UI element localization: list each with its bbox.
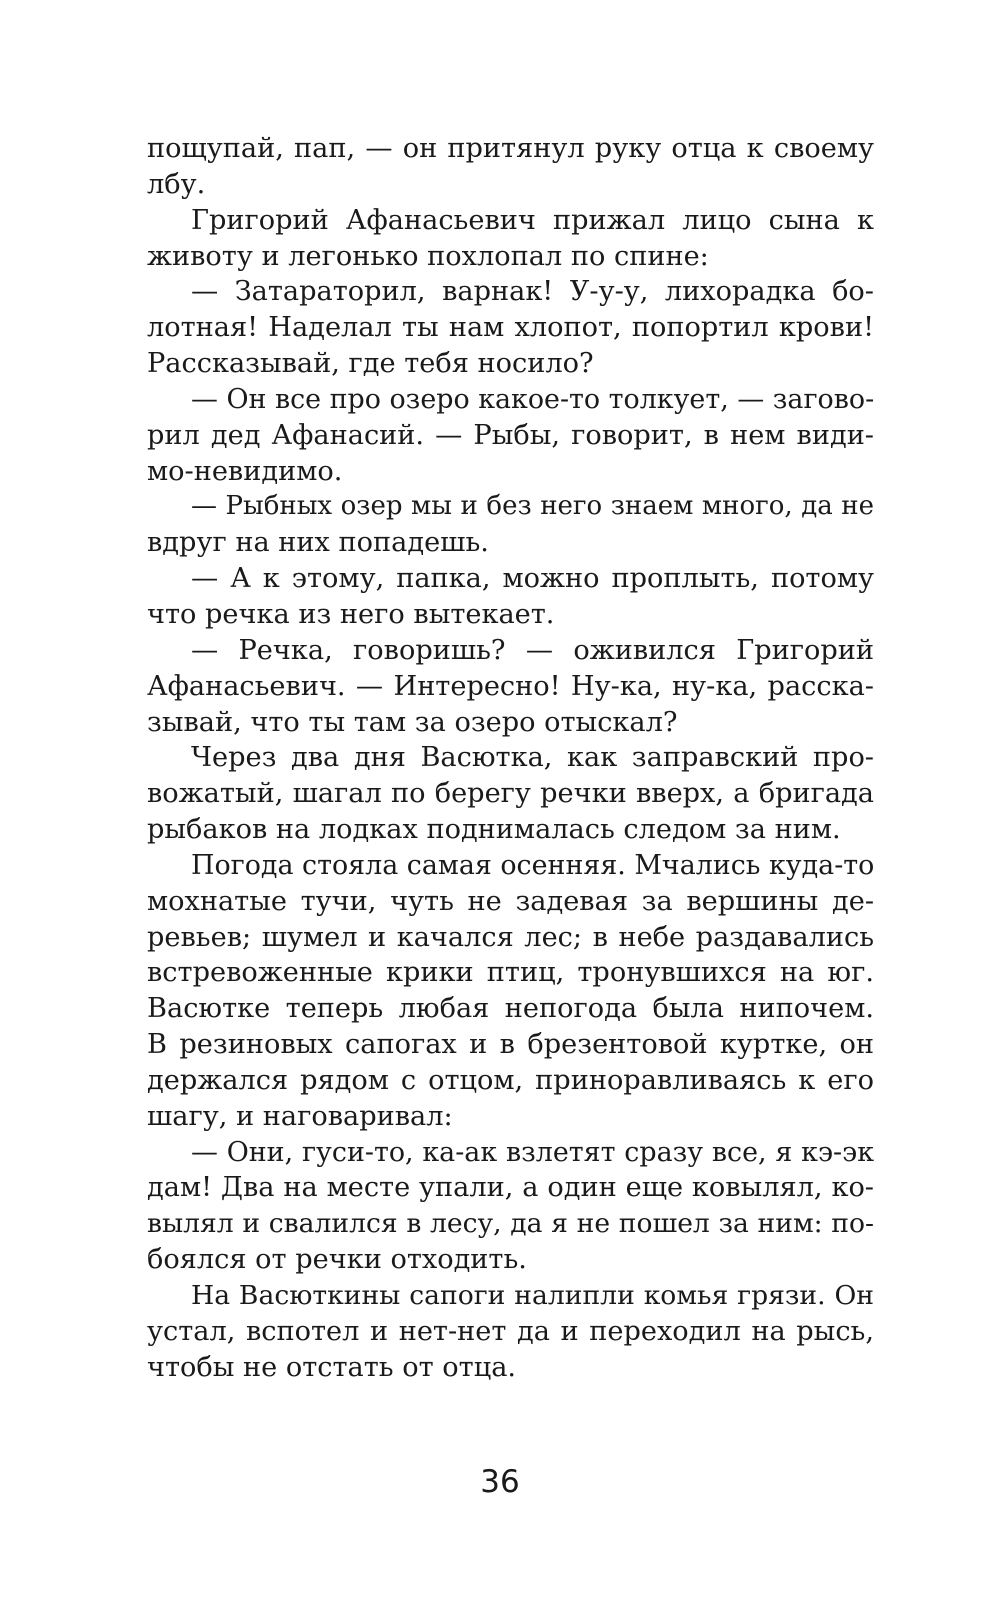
text-line: лотная! Наделал ты нам хлопот, попортил крови! [147,312,874,344]
text-line: В резиновых сапогах и в брезентовой куртке, он [147,1029,874,1061]
text-line: мохнатые тучи, чуть не задевая за вершины де- [147,885,874,917]
body-text [147,131,874,1386]
text-line: дам! Два на месте упали, а один еще ковылял, ко- [147,1172,874,1204]
text-line: Через два дня Васютка, как заправский про- [191,742,874,774]
text-line: — Речка, говоришь? — оживился Григорий [191,634,874,666]
page-number: 36 [480,1464,520,1500]
text-line: что речка из него вытекает. [147,598,555,630]
text-line: — А к этому, папка, можно проплыть, потому [191,563,874,595]
text-line: держался рядом с отцом, приноравливаясь к его [147,1064,874,1096]
text-line: лбу. [147,168,206,200]
text-line: вожатый, шагал по берегу речки вверх, а бригада [147,778,874,810]
text-line: вдруг на них попадешь. [147,527,489,559]
text-line: — Они, гуси-то, ка-ак взлетят сразу все, я кэ-эк [191,1136,874,1168]
text-line: Григорий Афанасьевич прижал лицо сына к [191,204,874,236]
text-line: устал, вспотел и нет-нет да и переходил на рысь, [147,1315,874,1347]
text-line: — Затараторил, варнак! У-у-у, лихорадка бо- [191,276,874,308]
text-line: пощупай, пап, — он притянул руку отца к своему [147,133,874,164]
text-line: ревьев; шумел и качался лес; в небе раздавались [147,921,874,953]
text-line: рил дед Афанасий. — Рыбы, говорит, в нем види- [147,419,874,451]
text-line: мо-невидимо. [147,455,343,487]
text-line: — Рыбных озер мы и без него знаем много, да не [191,491,874,522]
text-line: зывай, что ты там за озеро отыскал? [147,706,678,738]
text-line: боялся от речки отходить. [147,1244,527,1276]
text-line: На Васюткины сапоги налипли комья грязи. Он [191,1280,874,1311]
text-line: Погода стояла самая осенняя. Мчались куда-то [191,849,875,881]
text-line: Рассказывай, где тебя носило? [147,348,594,380]
text-line: встревоженные крики птиц, тронувшихся на юг. [147,957,874,989]
text-line: чтобы не отстать от отца. [147,1351,517,1383]
text-line: вылял и свалился в лесу, да я не пошел за ним: по- [147,1208,874,1240]
text-line: — Он все про озеро какое-то толкует, — загово- [191,383,875,415]
text-line: рыбаков на лодках поднималась следом за ним. [147,814,841,846]
text-line: Афанасьевич. — Интересно! Ну-ка, ну-ка, расска- [147,670,874,702]
text-line: шагу, и наговаривал: [147,1100,453,1132]
text-line: животу и легонько похлопал по спине: [147,240,709,272]
text-line: Васютке теперь любая непогода была нипочем. [147,993,874,1025]
